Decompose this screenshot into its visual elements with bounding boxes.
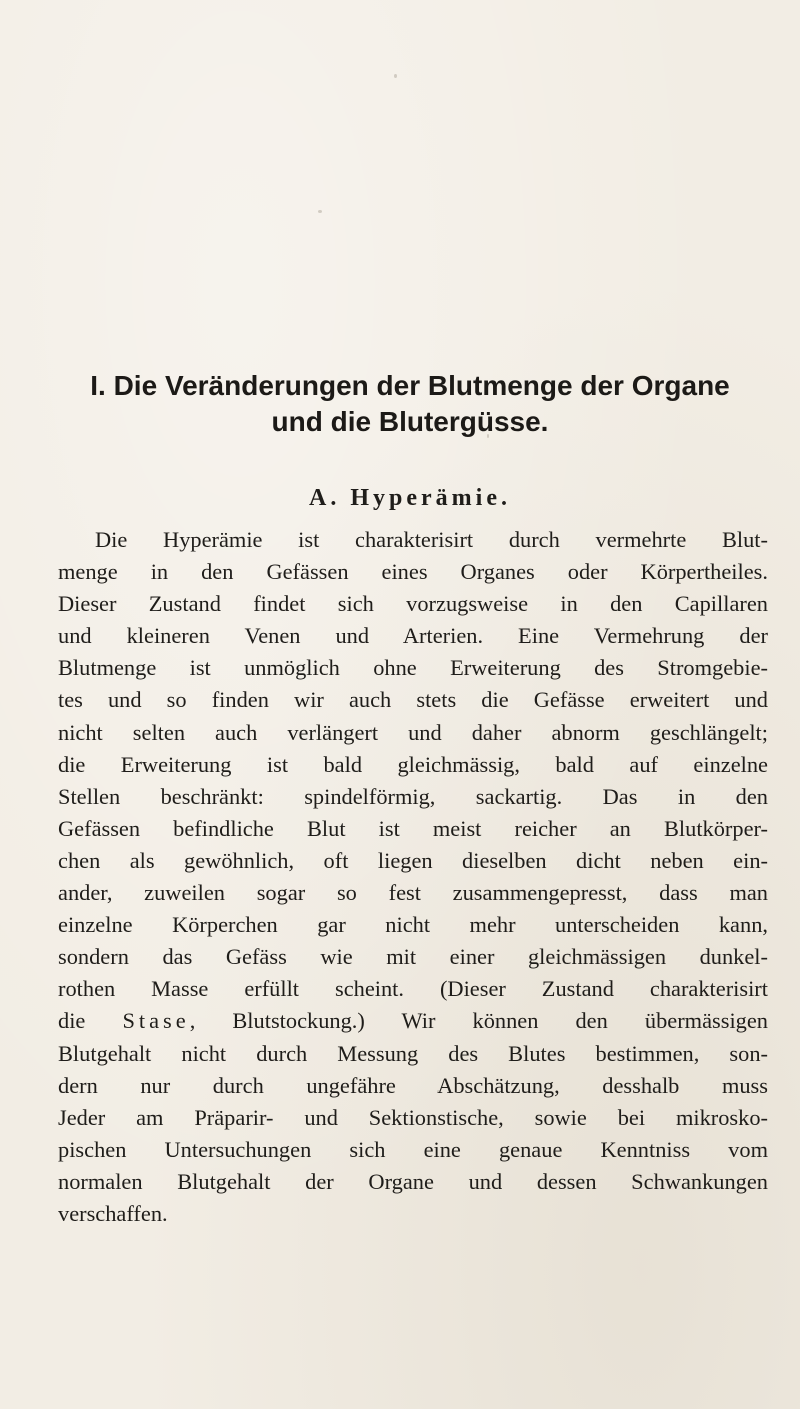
- text-line: verschaffen.: [58, 1200, 168, 1226]
- text-line: chen als gewöhnlich, oft liegen dieselben dicht neben ein-: [58, 847, 768, 873]
- text-line: normalen Blutgehalt der Organe und dessen Schwankungen: [58, 1168, 768, 1194]
- text-line: Gefässen befindliche Blut ist meist reicher an Blutkörper-: [58, 815, 768, 841]
- text-line: Dieser Zustand findet sich vorzugsweise in den Capillaren: [58, 591, 768, 617]
- text-line: pischen Untersuchungen sich eine genaue Kenntniss vom: [58, 1136, 768, 1162]
- paper-speck: [394, 74, 397, 78]
- text-line: dern nur durch ungefähre Abschätzung, desshalb muss: [58, 1072, 768, 1098]
- text-line: die Erweiterung ist bald gleichmässig, bald auf einzelne: [58, 751, 768, 777]
- body-paragraph: [58, 524, 768, 1230]
- text-line: menge in den Gefässen eines Organes oder Körpertheiles.: [58, 559, 768, 585]
- text-line: und kleineren Venen und Arterien. Eine Vermehrung der: [58, 623, 768, 649]
- text-fragment: , Blutstockung.) Wir können den übermässigen: [189, 1008, 769, 1034]
- spaced-term-stase: Stase: [122, 1008, 190, 1034]
- chapter-heading-line-2: und die Blutergüsse.: [271, 406, 549, 437]
- text-line: Blutmenge ist unmöglich ohne Erweiterung des Stromgebie-: [58, 655, 768, 681]
- text-line: nicht selten auch verlängert und daher abnorm geschlängelt;: [58, 719, 768, 745]
- text-line-stase: [58, 1005, 768, 1037]
- text-fragment: die: [58, 1008, 123, 1034]
- text-line: einzelne Körperchen gar nicht mehr unterscheiden kann,: [58, 912, 768, 938]
- section-title: A. Hyperämie.: [309, 485, 511, 511]
- chapter-heading-line-1: I. Die Veränderungen der Blutmenge der Organe: [90, 370, 730, 401]
- text-line: ander, zuweilen sogar so fest zusammengepresst, dass man: [58, 880, 768, 906]
- text-line: Stellen beschränkt: spindelförmig, sackartig. Das in den: [58, 783, 768, 809]
- text-line: sondern das Gefäss wie mit einer gleichmässigen dunkel-: [58, 944, 768, 970]
- text-line: Die Hyperämie ist charakterisirt durch vermehrte Blut-: [95, 527, 768, 552]
- text-line: Jeder am Präparir- und Sektionstische, sowie bei mikrosko-: [58, 1104, 768, 1130]
- text-line: Blutgehalt nicht durch Messung des Blutes bestimmen, son-: [58, 1040, 768, 1066]
- paper-speck: [318, 210, 322, 213]
- text-line: rothen Masse erfüllt scheint. (Dieser Zustand charakterisirt: [58, 976, 768, 1002]
- text-line: tes und so finden wir auch stets die Gefässe erweitert und: [58, 687, 768, 713]
